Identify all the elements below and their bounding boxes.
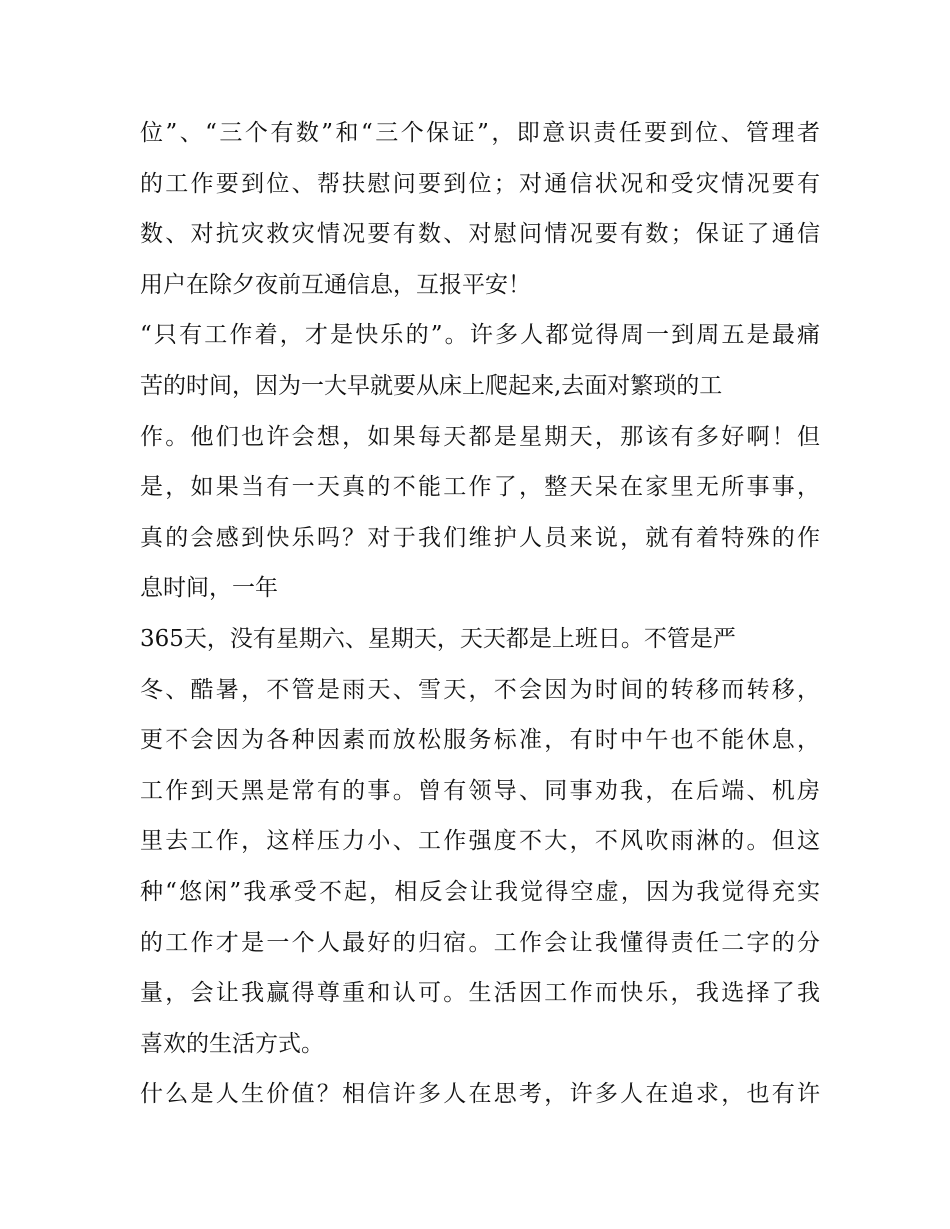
text-line: 用户在除夕夜前互通信息，互报平安！ (140, 271, 531, 298)
text-line: 的工作才是一个人最好的归宿。工作会让我懂得责任二字的分 (140, 929, 820, 956)
text-line: 更不会因为各种因素而放松服务标准，有时中午也不能休息， (140, 727, 820, 754)
text-line: 是，如果当有一天真的不能工作了，整天呆在家里无所事事， (140, 474, 820, 501)
text-line: 真的会感到快乐吗？对于我们维护人员来说，就有着特殊的作 (140, 524, 820, 551)
text-line: 喜欢的生活方式。 (140, 1030, 324, 1057)
text-line: 位”、“三个有数”和“三个保证”，即意识责任要到位、管理者 (140, 120, 820, 146)
text-line: 冬、酷暑，不管是雨天、雪天，不会因为时间的转移而转移， (140, 676, 820, 703)
text-line: 种“悠闲”我承受不起，相反会让我觉得空虚，因为我觉得充实 (140, 878, 820, 905)
text-line: 里去工作，这样压力小、工作强度不大，不风吹雨淋的。但这 (140, 828, 820, 855)
text-line: 息时间，一年 (140, 575, 278, 602)
text-line: 量，会让我赢得尊重和认可。生活因工作而快乐，我选择了我 (140, 980, 820, 1007)
body-text (140, 108, 820, 1120)
text-line: 作。他们也许会想，如果每天都是星期天，那该有多好啊！但 (140, 423, 820, 450)
text-line: 工作到天黑是常有的事。曾有领导、同事劝我，在后端、机房 (140, 777, 820, 804)
text-line: 苦的时间，因为一大早就要从床上爬起来,去面对繁琐的工 (140, 372, 723, 399)
text-line: 的工作要到位、帮扶慰问要到位；对通信状况和受灾情况要有 (140, 170, 820, 197)
text-line: “只有工作着，才是快乐的”。许多人都觉得周一到周五是最痛 (140, 322, 820, 349)
text-line: 数、对抗灾救灾情况要有数、对慰问情况要有数；保证了通信 (140, 221, 820, 248)
text-line: 365天，没有星期六、星期天，天天都是上班日。不管是严 (140, 625, 736, 652)
text-line: 什么是人生价值？相信许多人在思考，许多人在追求，也有许 (140, 1081, 820, 1108)
